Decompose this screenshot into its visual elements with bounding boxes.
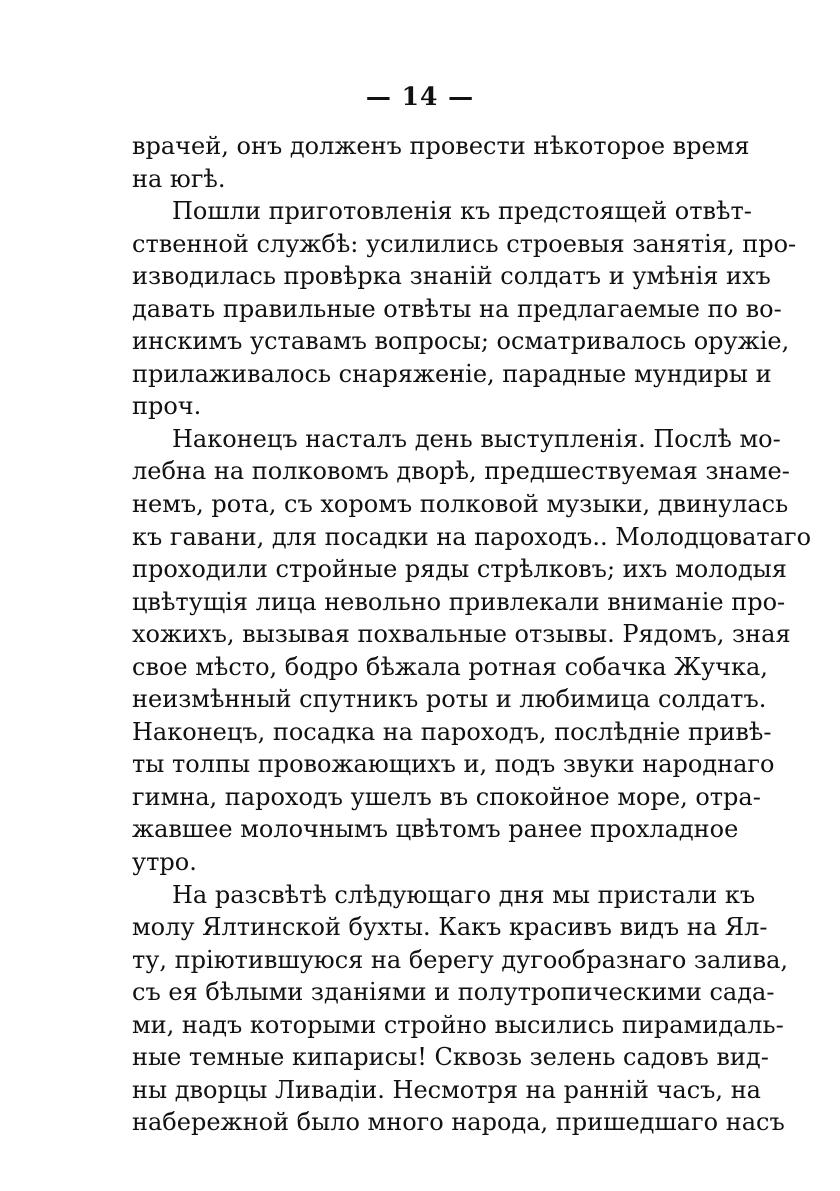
- text-line: набережной было много народа, пришедшаго насъ: [132, 1108, 785, 1137]
- paragraph: [132, 879, 789, 1139]
- text-line: ми, надъ которыми стройно высились пирамидаль-: [132, 1010, 784, 1039]
- text-line: немъ, рота, съ хоромъ полковой музыки, двинулась: [132, 490, 789, 519]
- text-line: неизмѣнный спутникъ роты и любимица солдатъ.: [132, 685, 767, 714]
- text-line: врачей, онъ долженъ провести нѣкоторое время: [132, 132, 750, 160]
- text-line: свое мѣсто, бодро бѣжала ротная собачка Жучка,: [132, 652, 768, 681]
- text-line: лебна на полковомъ дворѣ, предшествуемая знаме-: [132, 457, 790, 486]
- text-line: ные темные кипарисы! Сквозь зелень садовъ вид-: [132, 1043, 769, 1072]
- text-line: утро.: [132, 848, 197, 877]
- text-line: хожихъ, вызывая похвальные отзывы. Рядомъ, зная: [132, 620, 791, 649]
- page-number: — 14 —: [365, 82, 475, 111]
- text-line: инскимъ уставамъ вопросы; осматривалось оружіе,: [132, 327, 790, 356]
- paragraph: [132, 130, 750, 195]
- text-line: Пошли приготовленія къ предстоящей отвѣт-: [172, 197, 752, 226]
- text-line: проч.: [132, 392, 202, 421]
- text-line: съ ея бѣлыми зданіями и полутропическими сада-: [132, 978, 775, 1007]
- text-line: Наконецъ, посадка на пароходъ, послѣдніе привѣ-: [132, 717, 772, 746]
- text-line: на югѣ.: [132, 164, 226, 193]
- text-line: гимна, пароходъ ушелъ въ спокойное море, отра-: [132, 782, 761, 811]
- text-line: прилаживалось снаряженіе, парадные мундиры и: [132, 359, 772, 388]
- text-line: жавшее молочнымъ цвѣтомъ ранее прохладное: [132, 815, 739, 844]
- paragraph: [132, 423, 812, 879]
- text-line: ту, пріютившуюся на берегу дугообразнаго залива,: [132, 945, 789, 974]
- text-line: цвѣтущія лица невольно привлекали вниманіе про-: [132, 587, 786, 616]
- text-line: изводилась провѣрка знаній солдатъ и умѣнія ихъ: [132, 262, 771, 291]
- text-line: ственной службѣ: усилились строевыя занятія, про-: [132, 229, 797, 258]
- text-line: давать правильные отвѣты на предлагаемые по во-: [132, 294, 782, 323]
- body-text: [132, 130, 812, 1139]
- text-line: Наконецъ насталъ день выступленія. Послѣ мо-: [172, 424, 781, 453]
- text-line: къ гавани, для посадки на пароходъ.. Молодцоватаго: [132, 522, 812, 551]
- text-line: ты толпы провожающихъ и, подъ звуки народнаго: [132, 750, 775, 779]
- text-line: проходили стройные ряды стрѣлковъ; ихъ молодыя: [132, 555, 787, 584]
- text-line: На разсвѣтѣ слѣдующаго дня мы пристали къ: [172, 880, 756, 909]
- paragraph: [132, 195, 797, 423]
- text-line: молу Ялтинской бухты. Какъ красивъ видъ на Ял-: [132, 913, 768, 942]
- text-line: ны дворцы Ливадіи. Несмотря на ранній часъ, на: [132, 1075, 761, 1104]
